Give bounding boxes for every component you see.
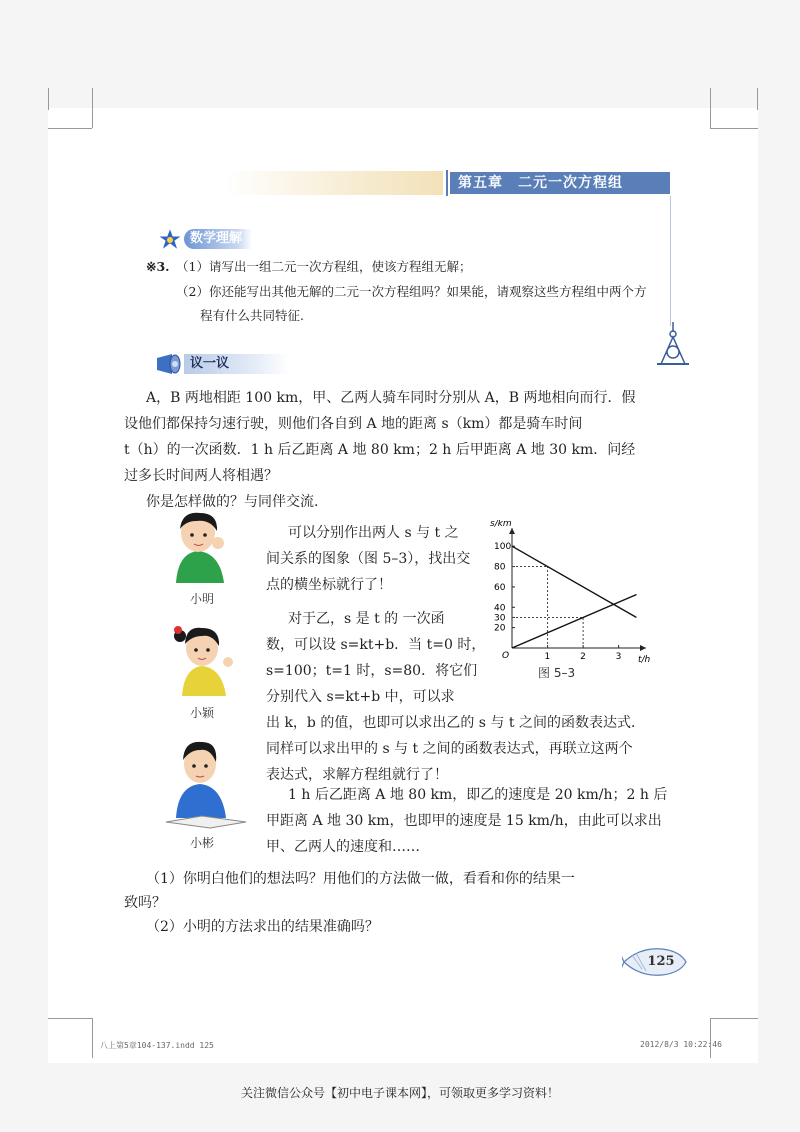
chapter-header-fade [225, 171, 443, 195]
question-line: 致吗？ [124, 895, 166, 911]
crop-mark [710, 1018, 711, 1058]
xiaoying-name: 小颖 [190, 706, 215, 720]
xiaoying-text: 同样可以求出甲的 s 与 t 之间的函数表达式，再联立这两个 [266, 741, 633, 757]
y-tick-label: 80 [494, 562, 506, 573]
xiaoming-text: 间关系的图象（图 5–3），找出交 [266, 551, 471, 567]
tower-icon [655, 322, 691, 370]
xiaoming-avatar [162, 505, 234, 585]
y-tick-label: 40 [494, 603, 506, 614]
discuss-badge [154, 352, 289, 376]
xiaoying-text: 出 k，b 的值，也即可以求出乙的 s 与 t 之间的函数表达式． [266, 715, 645, 731]
crop-mark [710, 88, 711, 128]
crop-mark [48, 1018, 92, 1019]
y-tick-label: 60 [494, 582, 506, 593]
crop-mark [48, 88, 49, 110]
print-info-left: 八上第5章104-137.indd 125 [100, 1041, 214, 1050]
xiaoying-avatar [168, 618, 238, 698]
math-understanding-label: 数学理解 [184, 229, 252, 249]
problem-line: 过多长时间两人将相遇？ [124, 468, 278, 484]
megaphone-icon [154, 352, 184, 376]
xiaobin-text: 甲距离 A 地 30 km，也即甲的速度是 15 km/h，由此可以求出 [266, 813, 662, 829]
xiaoming-name: 小明 [190, 592, 215, 606]
problem-line: A，B 两地相距 100 km，甲、乙两人骑车同时分别从 A，B 两地相向而行．假 [146, 390, 636, 406]
y-tick-label: 30 [494, 613, 506, 624]
star-icon [156, 227, 184, 251]
x-tick-label: 1 [544, 652, 551, 662]
question-line: （1）你明白他们的想法吗？用他们的方法做一做，看看和你的结果一 [146, 871, 575, 887]
x-tick-label: 2 [580, 652, 586, 662]
y-tick-label: 100 [494, 542, 512, 553]
chapter-divider [446, 170, 448, 196]
x-tick-label: 3 [615, 652, 622, 662]
crop-mark [48, 128, 92, 129]
xiaoming-text: 可以分别作出两人 s 与 t 之 [288, 525, 459, 541]
y-axis-label: s/km [490, 520, 512, 529]
exercise-q2-line1: （2）你还能写出其他无解的二元一次方程组吗？如果能，请观察这些方程组中两个方 [176, 284, 647, 299]
xiaobin-name: 小彬 [190, 836, 215, 850]
xiaoying-text: 分别代入 s=kt+b 中，可以求 [266, 689, 455, 705]
crop-mark [710, 1018, 758, 1019]
exercise-q1: （1）请写出一组二元一次方程组，使该方程组无解； [176, 259, 472, 274]
side-rule [670, 196, 671, 326]
y-tick-label: 20 [494, 623, 506, 634]
exercise-q2-line2: 程有什么共同特征. [200, 308, 304, 323]
xiaobin-text: 甲、乙两人的速度和…… [266, 839, 420, 855]
crop-mark [710, 128, 758, 129]
xiaobin-avatar [162, 732, 252, 832]
problem-line: t（h）的一次函数．1 h 后乙距离 A 地 80 km；2 h 后甲距离 A 地 30 km．问经 [124, 442, 636, 458]
series-line-2 [512, 595, 636, 648]
xiaoying-text: s=100；t=1 时，s=80．将它们 [266, 663, 478, 679]
discuss-label: 议一议 [184, 354, 289, 374]
exercise-number: ※3. [146, 259, 170, 274]
xiaoying-text: 对于乙，s 是 t 的 一次函 [288, 611, 445, 627]
x-axis-arrow [640, 645, 646, 651]
chapter-title: 第五章 二元一次方程组 [450, 172, 670, 194]
crop-mark [92, 88, 93, 128]
xiaoming-text: 点的横坐标就行了！ [266, 577, 392, 593]
bottom-note: 关注微信公众号【初中电子课本网】，可领取更多学习资料！ [240, 1086, 559, 1100]
print-info-right: 2012/8/3 10:22:46 [640, 1040, 722, 1049]
problem-line: 设他们都保持匀速行驶，则他们各自到 A 地的距离 s（km）都是骑车时间 [124, 416, 583, 432]
function-graph [472, 520, 650, 680]
math-understanding-badge [156, 227, 252, 251]
figure-caption: 图 5–3 [538, 666, 576, 680]
series-line-1 [512, 546, 636, 617]
origin-label: O [502, 651, 510, 661]
question-line: （2）小明的方法求出的结果准确吗？ [146, 919, 379, 935]
crop-mark [757, 88, 758, 110]
page-number: 125 [647, 954, 675, 969]
xiaoying-text: 数，可以设 s=kt+b．当 t=0 时， [266, 637, 486, 653]
xiaobin-text: 1 h 后乙距离 A 地 80 km，即乙的速度是 20 km/h；2 h 后 [288, 787, 668, 803]
xiaoying-text: 表达式，求解方程组就行了！ [266, 767, 448, 783]
x-axis-label: t/h [638, 655, 650, 665]
crop-mark [92, 1018, 93, 1058]
problem-prompt: 你是怎样做的？与同伴交流. [146, 494, 319, 510]
